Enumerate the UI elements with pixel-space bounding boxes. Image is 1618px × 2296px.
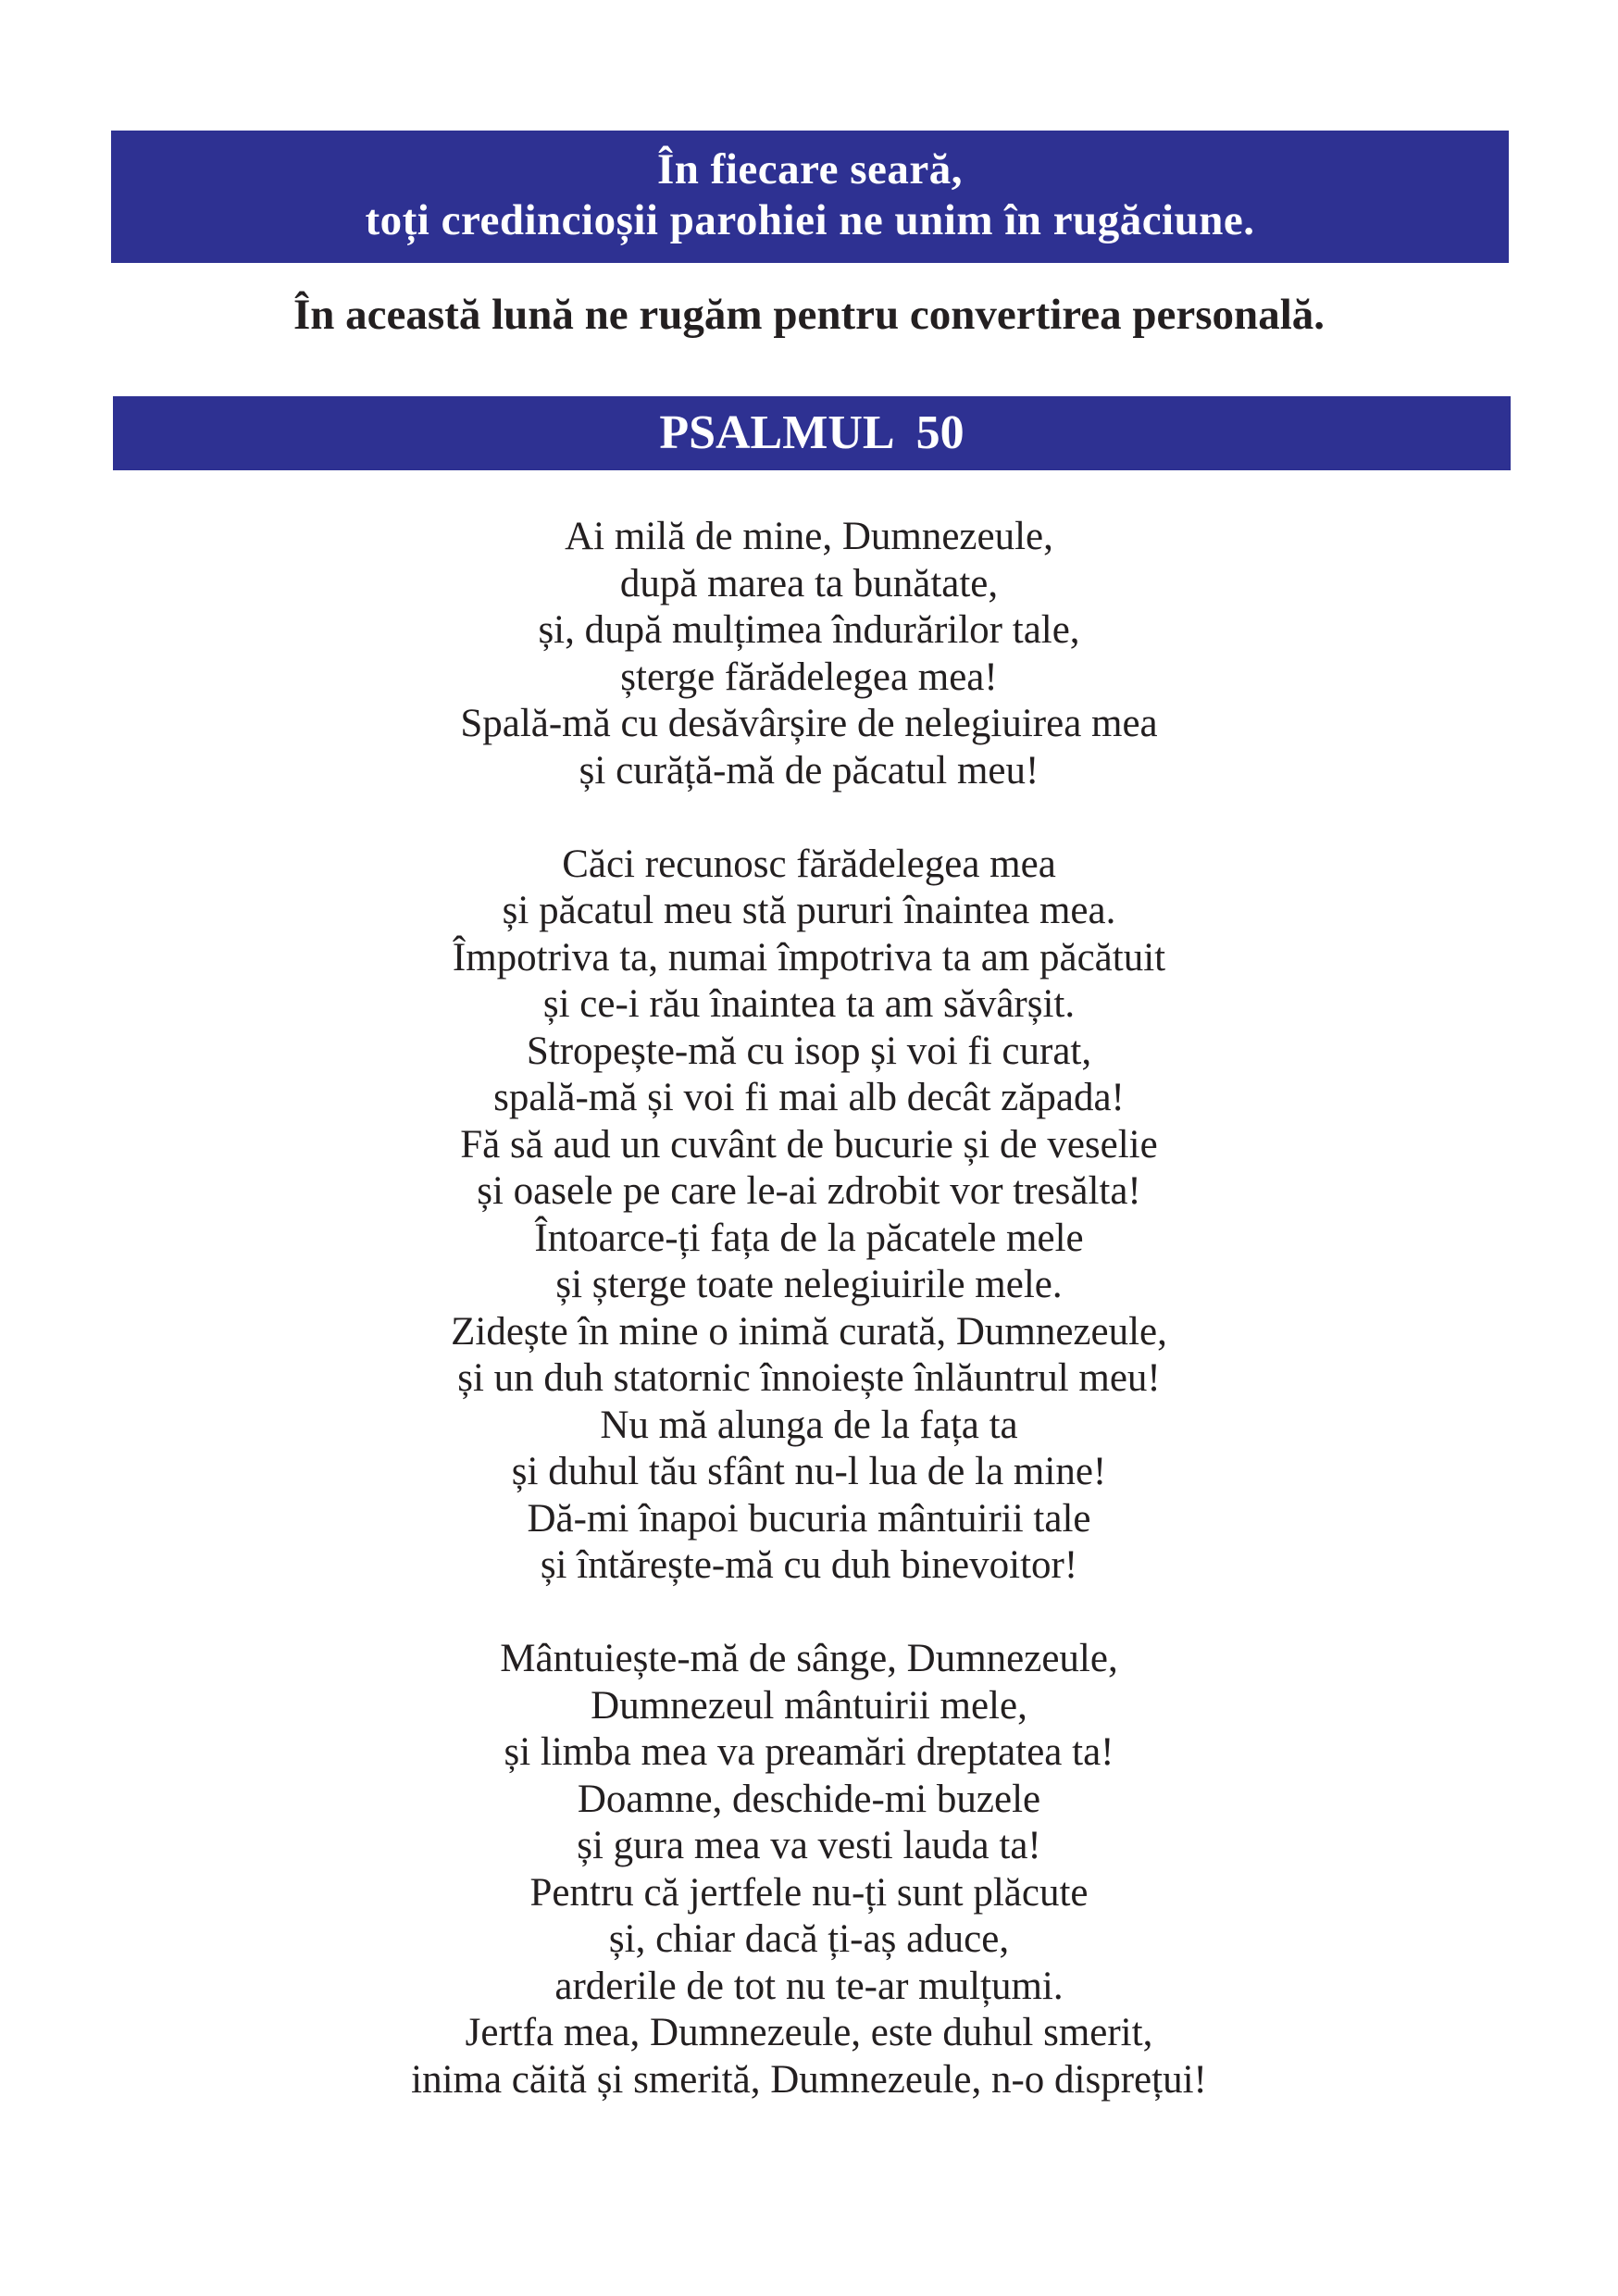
psalm-verse: și șterge toate nelegiuirile mele. xyxy=(555,1263,1063,1306)
psalm-verse: șterge fărădelegea mea! xyxy=(620,655,998,699)
psalm-verse: inima căită și smerită, Dumnezeule, n-o disprețui! xyxy=(411,2057,1207,2102)
psalm-verse: și întărește-mă cu duh binevoitor! xyxy=(540,1543,1078,1587)
psalm-verse: și, după mulțimea îndurărilor tale, xyxy=(538,608,1080,652)
psalm-verse: Dă-mi înapoi bucuria mântuirii tale xyxy=(527,1496,1091,1541)
psalm-verse: Stropește-mă cu isop și voi fi curat, xyxy=(526,1029,1092,1073)
psalm-verse: și curăță-mă de păcatul meu! xyxy=(579,748,1039,792)
psalm-verse: Ai milă de mine, Dumnezeule, xyxy=(565,515,1053,558)
psalm-verse: arderile de tot nu te-ar mulțumi. xyxy=(554,1964,1064,2008)
psalm-stanza xyxy=(0,514,1618,794)
psalm-verse: Întoarce-ți fața de la păcatele mele xyxy=(534,1216,1084,1260)
intro-line: toți credincioșii parohiei ne unim în rugăciune. xyxy=(365,196,1255,244)
psalm-verse: Jertfa mea, Dumnezeule, este duhul smerit, xyxy=(465,2011,1153,2054)
psalm-verse: spală-mă și voi fi mai alb decât zăpada! xyxy=(493,1076,1125,1119)
intro-line: În fiecare seară, xyxy=(657,145,963,193)
psalm-verse: Căci recunosc fărădelegea mea xyxy=(562,842,1056,886)
psalm-verse: și oasele pe care le-ai zdrobit vor tresălta! xyxy=(477,1169,1141,1213)
psalm-title: PSALMUL 50 xyxy=(113,396,1511,470)
psalm-verse: și păcatul meu stă pururi înaintea mea. xyxy=(502,889,1116,932)
psalm-verse: Pentru că jertfele nu-ți sunt plăcute xyxy=(529,1870,1089,1915)
psalm-verse: Împotriva ta, numai împotriva ta am păcătuit xyxy=(452,935,1166,980)
psalm-verse: Nu mă alunga de la fața ta xyxy=(600,1403,1018,1447)
psalm-text xyxy=(0,514,1618,2151)
psalm-verse: Fă să aud un cuvânt de bucurie și de veselie xyxy=(460,1122,1158,1167)
psalm-verse: și duhul tău sfânt nu-l lua de la mine! xyxy=(511,1450,1107,1493)
intro-banner xyxy=(111,131,1509,263)
psalm-verse: și, chiar dacă ți-aș aduce, xyxy=(608,1917,1010,1961)
psalm-verse: Zidește în mine o inimă curată, Dumnezeule, xyxy=(451,1309,1167,1354)
psalm-verse: după marea ta bunătate, xyxy=(619,561,999,605)
psalm-stanza xyxy=(0,842,1618,1590)
psalm-verse: Mântuiește-mă de sânge, Dumnezeule, xyxy=(500,1637,1118,1680)
psalm-verse: și gura mea va vesti lauda ta! xyxy=(577,1824,1041,1867)
psalm-verse: și ce-i rău înaintea ta am săvârșit. xyxy=(542,982,1076,1026)
psalm-stanza xyxy=(0,1636,1618,2103)
psalm-verse: Dumnezeul mântuirii mele, xyxy=(591,1683,1027,1728)
psalm-verse: Spală-mă cu desăvârșire de nelegiuirea mea xyxy=(460,702,1158,745)
psalm-verse: Doamne, deschide-mi buzele xyxy=(577,1777,1041,1821)
psalm-verse: și limba mea va preamări dreptatea ta! xyxy=(504,1730,1114,1774)
monthly-intention: În această lună ne rugăm pentru convertirea personală. xyxy=(292,291,1326,339)
psalm-verse: și un duh statornic înnoiește înlăuntrul meu! xyxy=(457,1356,1161,1400)
